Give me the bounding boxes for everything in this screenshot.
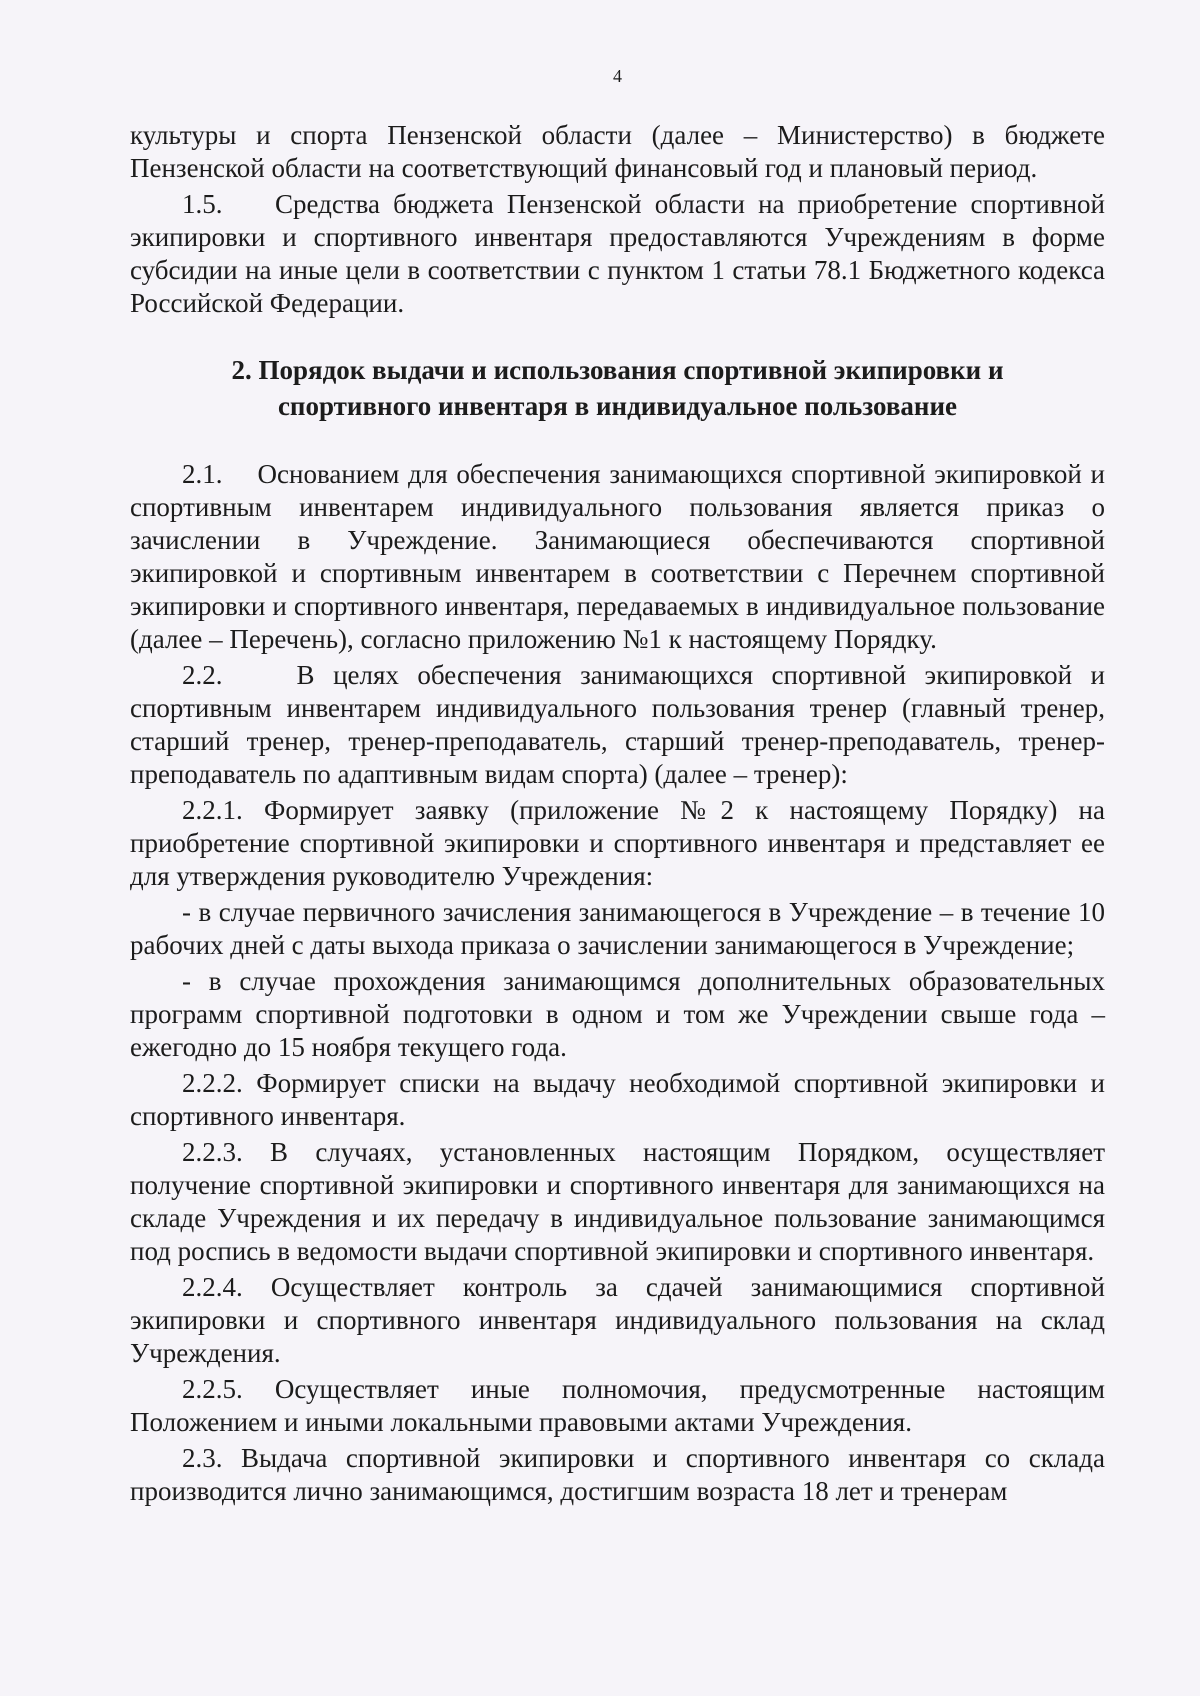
section-heading-line-2: спортивного инвентаря в индивидуальное пользование bbox=[277, 391, 958, 421]
paragraph: культуры и спорта Пензенской области (далее – Министерство) в бюджете Пензенской области на соответствующий финансовый год и плановый период. bbox=[130, 120, 1105, 183]
list-item: - в случае первичного зачисления занимающегося в Учреждение – в течение 10 рабочих дней с даты выхода приказа о зачислении занимающегося в Учреждение; bbox=[130, 897, 1105, 960]
page-number: 4 bbox=[613, 66, 622, 86]
paragraph-2-2-1: 2.2.1. Формирует заявку (приложение №2 к настоящему Порядку) на приобретение спортивной экипировки и спортивного инвентаря и представляет ее для утверждения руководителю Учреждения: bbox=[130, 795, 1105, 891]
paragraph-2-2-2: 2.2.2. Формирует списки на выдачу необходимой спортивной экипировки и спортивного инвентаря. bbox=[130, 1068, 1105, 1131]
section-heading-line-1: 2. Порядок выдачи и использования спортивной экипировки и bbox=[231, 355, 1004, 385]
page-content bbox=[130, 60, 1105, 1511]
paragraph-2-1: 2.1. Основанием для обеспечения занимающихся спортивной экипировкой и спортивным инвентарем индивидуального пользования является приказ о зачислении в Учреждение. Занимающиеся обеспечиваются спортивной экипировкой и спортивным инвентарем в соответствии с Перечнем спортивной экипировки и спортивного инвентаря, передаваемых в индивидуальное пользование (далее – Перечень), согласно приложению №1 к настоящему Порядку. bbox=[130, 459, 1105, 654]
section-heading bbox=[130, 352, 1105, 424]
paragraph-2-3: 2.3. Выдача спортивной экипировки и спортивного инвентаря со склада производится лично занимающимся, достигшим возраста 18 лет и тренерам bbox=[130, 1443, 1105, 1506]
list-item: - в случае прохождения занимающимся дополнительных образовательных программ спортивной подготовки в одном и том же Учреждении свыше года – ежегодно до 15 ноября текущего года. bbox=[130, 966, 1105, 1062]
paragraph-1-5: 1.5. Средства бюджета Пензенской области на приобретение спортивной экипировки и спортивного инвентаря предоставляются Учреждениям в форме субсидии на иные цели в соответствии с пунктом 1 статьи 78.1 Бюджетного кодекса Российской Федерации. bbox=[130, 189, 1105, 318]
paragraph-2-2: 2.2. В целях обеспечения занимающихся спортивной экипировкой и спортивным инвентарем индивидуального пользования тренер (главный тренер, старший тренер, тренер-преподаватель, старший тренер-преподаватель, тренер-преподаватель по адаптивным видам спорта) (далее – тренер): bbox=[130, 660, 1105, 789]
paragraph-2-2-3: 2.2.3. В случаях, установленных настоящим Порядком, осуществляет получение спортивной экипировки и спортивного инвентаря для занимающихся на складе Учреждения и их передачу в индивидуальное пользование занимающимся под роспись в ведомости выдачи спортивной экипировки и спортивного инвентаря. bbox=[130, 1137, 1105, 1266]
paragraph-2-2-4: 2.2.4. Осуществляет контроль за сдачей занимающимися спортивной экипировки и спортивного инвентаря индивидуального пользования на склад Учреждения. bbox=[130, 1272, 1105, 1368]
paragraph-2-2-5: 2.2.5. Осуществляет иные полномочия, предусмотренные настоящим Положением и иными локальными правовыми актами Учреждения. bbox=[130, 1374, 1105, 1437]
